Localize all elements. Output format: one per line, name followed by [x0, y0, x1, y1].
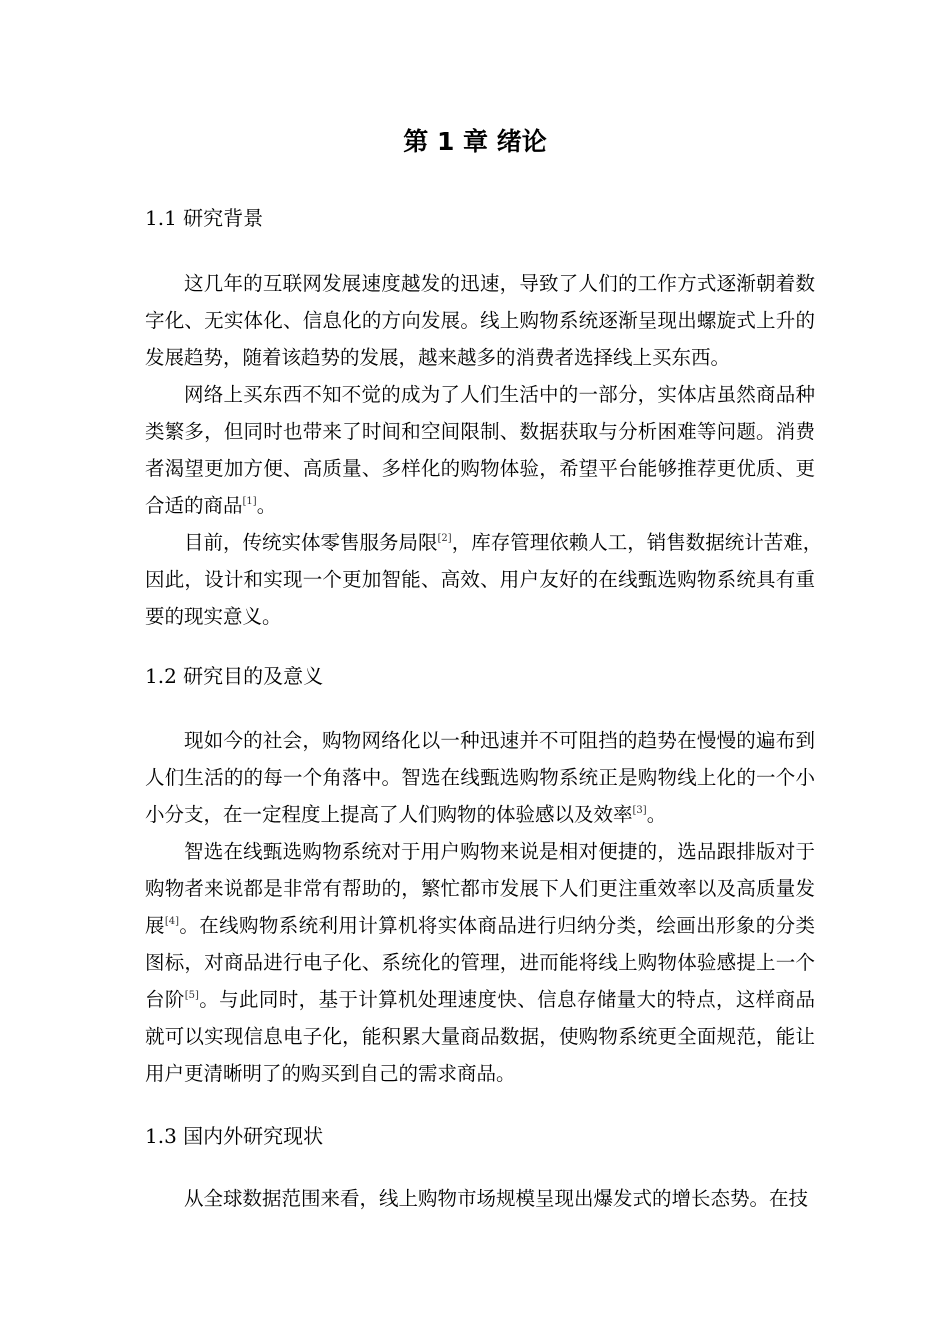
line-text: 智选在线甄选购物系统对于用户购物来说是相对便捷的，选品跟排版对于	[184, 840, 815, 863]
line-text: 图标，对商品进行电子化、系统化的管理，进而能将线上购物体验感提上一个	[145, 951, 815, 974]
line-text: 因此，设计和实现一个更加智能、高效、用户友好的在线甄选购物系统具有重	[145, 568, 815, 591]
citation-ref: [4]	[164, 916, 180, 927]
citation-ref: [3]	[632, 805, 647, 816]
line-text: 。在线购物系统利用计算机将实体商品进行归纳分类，绘画出形象的分类	[179, 914, 815, 937]
line-text: 人们生活的的每一个角落中。智选在线甄选购物系统正是购物线上化的一个小	[145, 766, 815, 789]
citation-ref: [2]	[437, 533, 452, 544]
line-text: 类繁多，但同时也带来了时间和空间限制、数据获取与分析困难等问题。消费	[145, 420, 815, 443]
paragraph	[145, 524, 823, 635]
line-text: 小分支，在一定程度上提高了人们购物的体验感以及效率	[145, 803, 633, 826]
text-line	[145, 759, 815, 796]
text-line	[145, 870, 815, 907]
text-line	[145, 561, 815, 598]
line-text: 网络上买东西不知不觉的成为了人们生活中的一部分，实体店虽然商品种	[184, 383, 815, 406]
line-text: 。与此同时，基于计算机处理速度快、信息存储量大的特点，这样商品	[198, 988, 815, 1011]
text-line	[145, 722, 815, 759]
text-line	[145, 524, 823, 561]
text-line	[145, 796, 815, 833]
text-line	[145, 833, 815, 870]
paragraph	[145, 722, 815, 833]
line-text: 字化、无实体化、信息化的方向发展。线上购物系统逐渐呈现出螺旋式上升的	[145, 309, 815, 332]
citation-ref: [5]	[184, 990, 199, 1001]
text-line	[145, 907, 815, 944]
text-line	[145, 981, 815, 1018]
paragraph	[145, 265, 815, 376]
line-text: 这几年的互联网发展速度越发的迅速，导致了人们的工作方式逐渐朝着数	[184, 272, 815, 295]
line-text: 展	[145, 914, 165, 937]
section-heading: 1.2 研究目的及意义	[145, 664, 324, 688]
paragraph	[145, 1180, 815, 1217]
chapter-title: 第 1 章 绪论	[403, 127, 547, 156]
text-line	[145, 487, 815, 524]
section-heading: 1.1 研究背景	[145, 206, 264, 230]
line-text: 现如今的社会，购物网络化以一种迅速并不可阻挡的趋势在慢慢的遍布到	[184, 729, 815, 752]
paragraph	[145, 376, 815, 524]
line-text: 用户更清晰明了的购买到自己的需求商品。	[145, 1062, 516, 1085]
line-text: 者渴望更加方便、高质量、多样化的购物体验，希望平台能够推荐更优质、更	[145, 457, 815, 480]
section-body	[145, 265, 823, 635]
text-line	[145, 1018, 815, 1055]
text-line	[145, 598, 815, 635]
line-text: 发展趋势，随着该趋势的发展，越来越多的消费者选择线上买东西。	[145, 346, 731, 369]
line-text: 目前，传统实体零售服务局限	[184, 531, 438, 554]
text-line	[145, 339, 815, 376]
line-text: 。	[256, 494, 277, 517]
text-line	[145, 413, 815, 450]
line-text: 台阶	[145, 988, 185, 1011]
text-line	[145, 265, 815, 302]
line-text: 要的现实意义。	[145, 605, 282, 628]
text-line	[145, 1180, 815, 1217]
line-text: 。	[646, 803, 667, 826]
line-text: 购物者来说都是非常有帮助的，繁忙都市发展下人们更注重效率以及高质量发	[145, 877, 815, 900]
paragraph	[145, 833, 815, 1092]
section-heading: 1.3 国内外研究现状	[145, 1124, 324, 1148]
text-line	[145, 450, 815, 487]
text-line	[145, 944, 815, 981]
line-text: 从全球数据范围来看，线上购物市场规模呈现出爆发式的增长态势。在技	[184, 1187, 809, 1210]
line-text: 就可以实现信息电子化，能积累大量商品数据，使购物系统更全面规范，能让	[145, 1025, 815, 1048]
text-line	[145, 376, 815, 413]
text-line	[145, 302, 815, 339]
line-text: 合适的商品	[145, 494, 243, 517]
section-body	[145, 1180, 815, 1217]
text-line	[145, 1055, 815, 1092]
section-body	[145, 722, 815, 1092]
citation-ref: [1]	[242, 496, 257, 507]
line-text: ，库存管理依赖人工，销售数据统计苦难，	[451, 531, 823, 554]
